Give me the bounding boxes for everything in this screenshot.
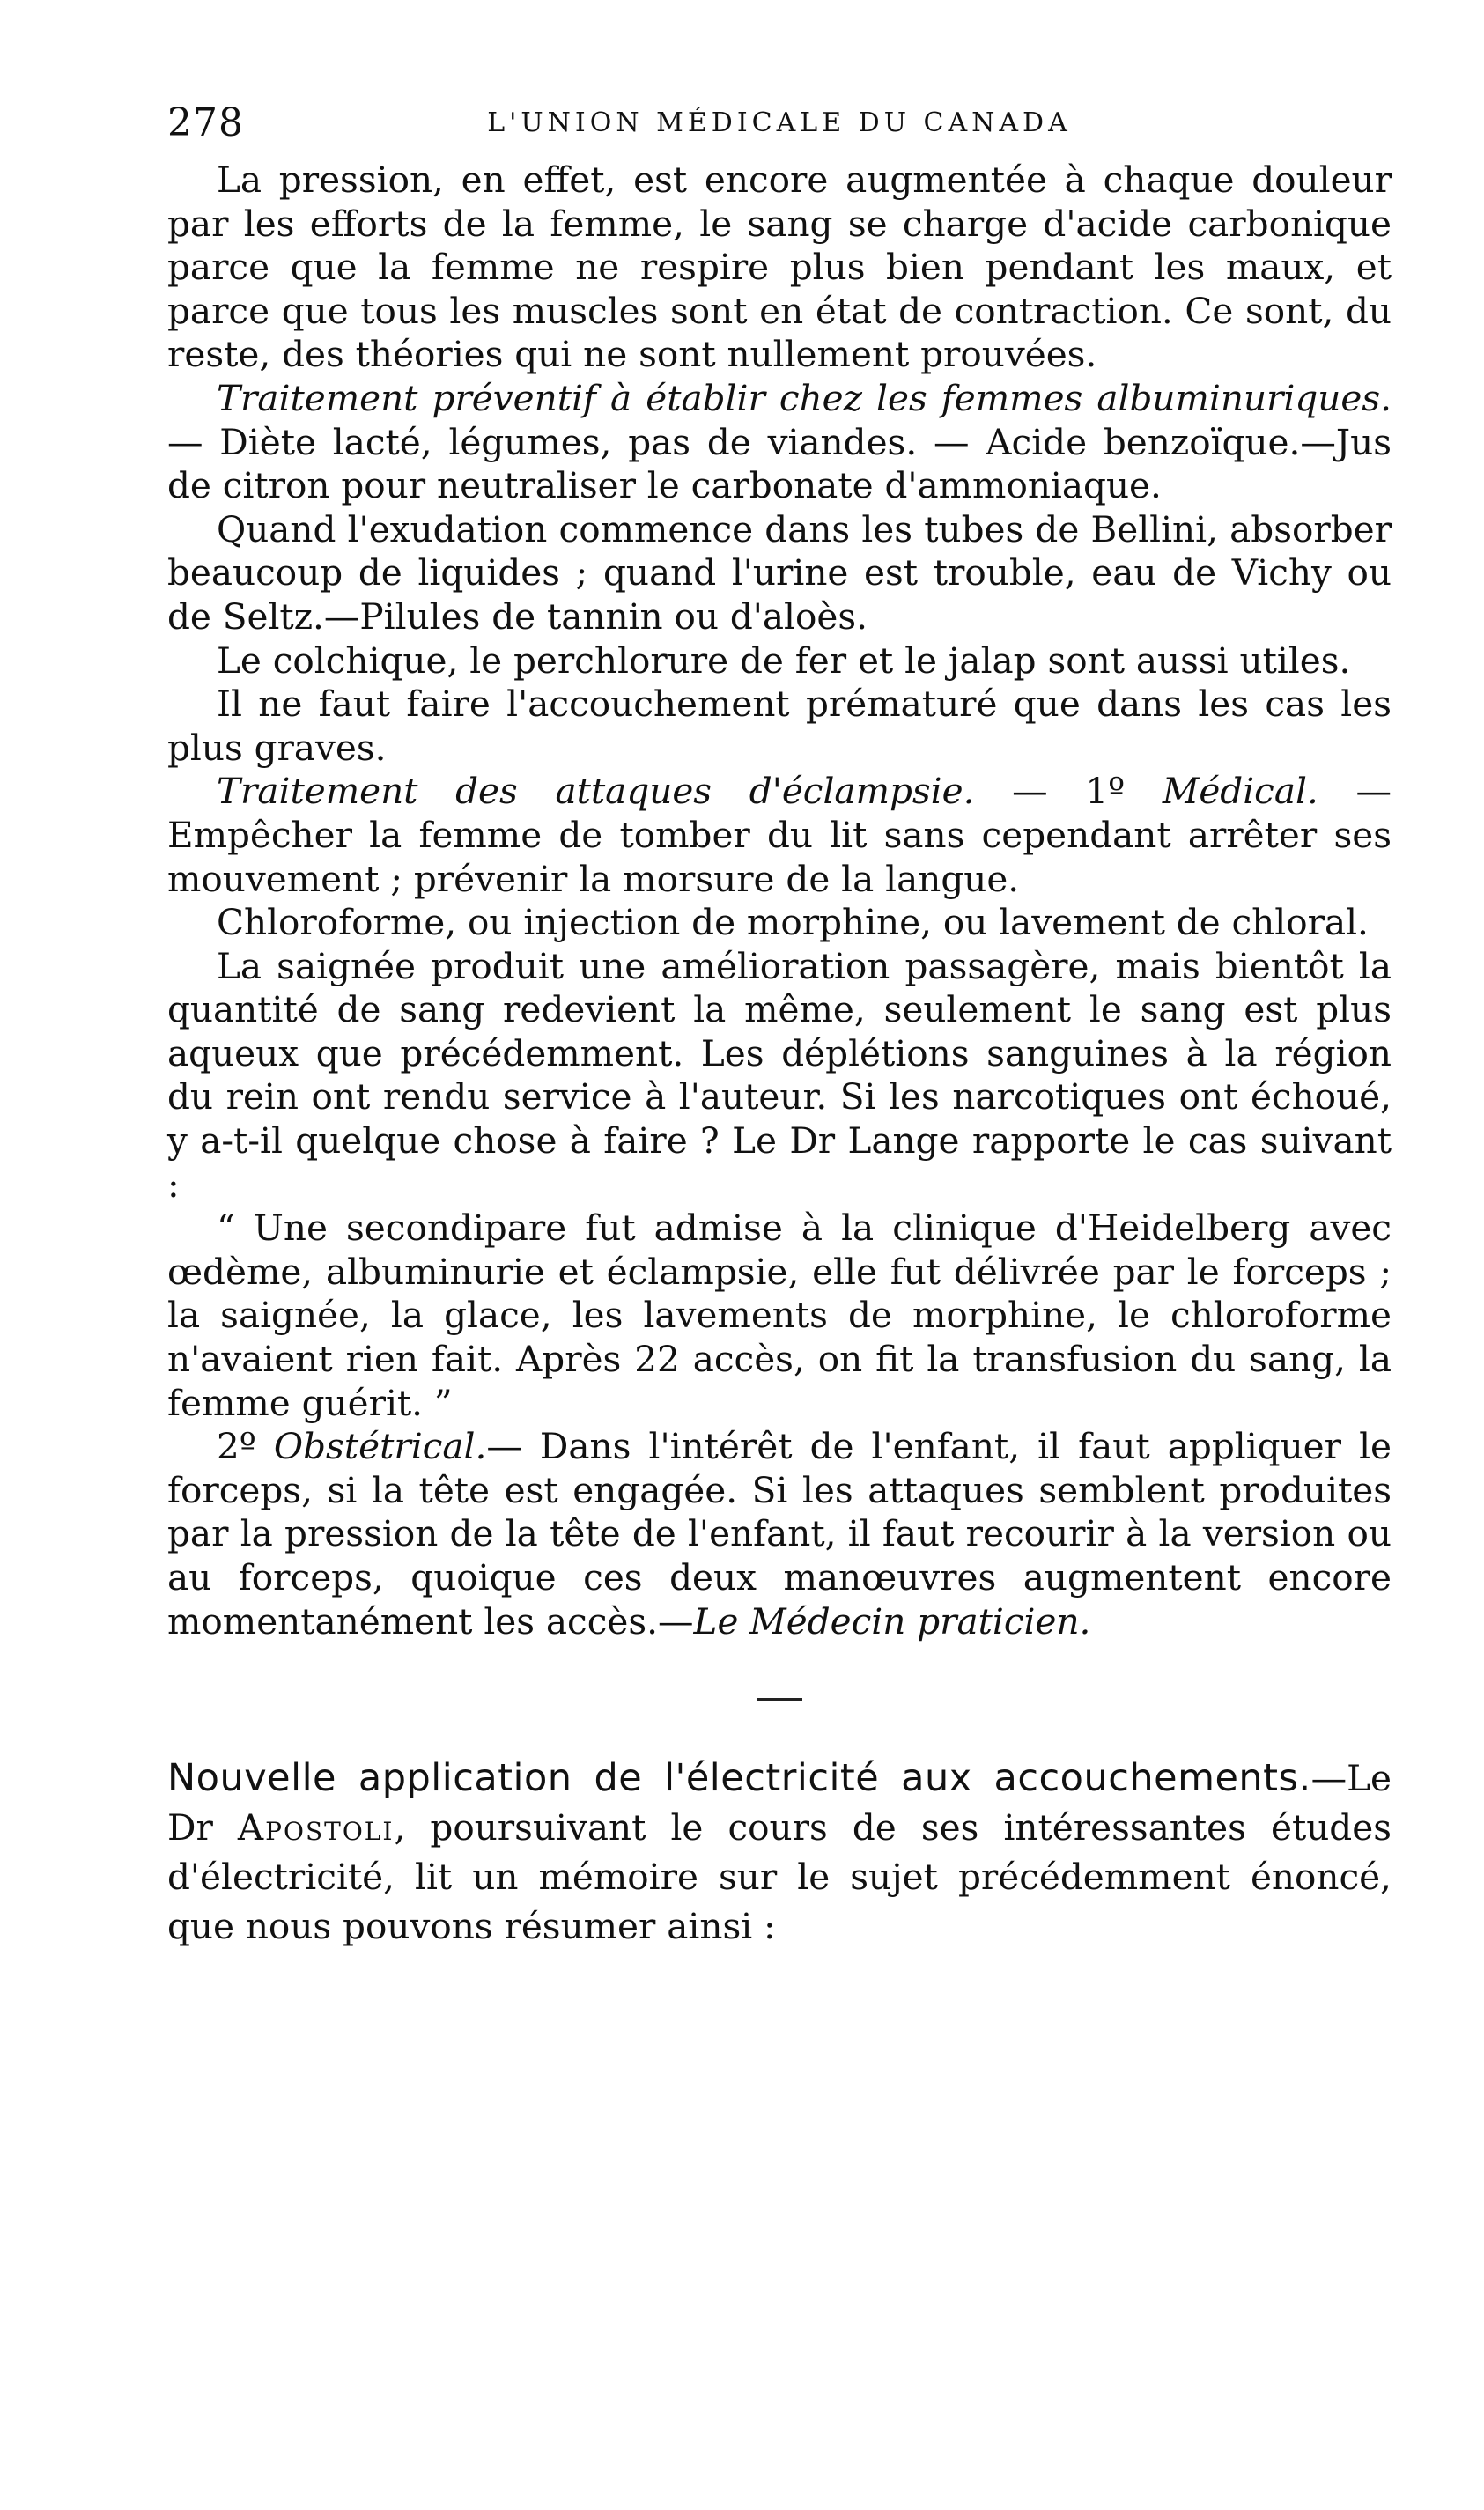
paragraph	[167, 159, 1392, 377]
page	[167, 88, 1392, 1951]
paragraph-text: Il ne faut faire l'accouchement prématuré que dans les cas les plus graves.	[167, 683, 1392, 769]
article-body: , poursuivant le cours de ses intéressantes études d'électricité, lit un mémoire sur le sujet précédemment énoncé, que nous pouvons résumer ainsi :	[167, 1806, 1392, 1948]
paragraph-text: 2º	[217, 1425, 274, 1468]
paragraph	[167, 1207, 1392, 1425]
article-lead	[167, 1753, 1392, 1951]
paragraph	[167, 945, 1392, 1207]
paragraph	[167, 901, 1392, 945]
paragraph-text: Le colchique, le perchlorure de fer et le jalap sont aussi utiles.	[217, 639, 1351, 682]
paragraph-text: “ Une secondipare fut admise à la clinique d'Heidelberg avec œdème, albuminurie et éclampsie, elle fut délivrée par le forceps ; la saignée, la glace, les lavements de morphine, le chloroforme n'avaient rien fait. Après 22 accès, on fit la transfusion du sang, la femme guérit. ”	[167, 1207, 1392, 1424]
paragraph	[167, 1425, 1392, 1643]
body-text	[167, 159, 1392, 1643]
article-lead-in: —Le Dr	[167, 1757, 1392, 1849]
italic-text: Traitement préventif à établir chez les femmes albuminuriques.	[217, 376, 1392, 419]
paragraph-text: — Dans l'intérêt de l'enfant, il faut appliquer le forceps, si la tête est engagée. Si les attaques semblent produites par la pression de la tête de l'enfant, il faut recourir à la version ou au forceps, quoique ces deux manœuvres augmentent encore momentanément les accès.—	[167, 1425, 1392, 1643]
paragraph	[167, 508, 1392, 639]
italic-text: Traitement des attaques d'éclampsie.	[217, 770, 975, 813]
paragraph-text: La saignée produit une amélioration passagère, mais bientôt la quantité de sang redevient la même, seulement le sang est plus aqueux que précédemment. Les déplétions sanguines à la région du rein ont rendu service à l'auteur. Si les narcotiques ont échoué, y a-t-il quelque chose à faire ? Le Dr Lange rapporte le cas suivant :	[167, 944, 1392, 1206]
paragraph	[167, 770, 1392, 901]
paragraph	[167, 639, 1392, 683]
paragraph	[167, 377, 1392, 508]
italic-text: Médical.	[1162, 770, 1318, 813]
paragraph-text: — Empêcher la femme de tomber du lit sans cependant arrêter ses mouvement ; prévenir la morsure de la langue.	[167, 770, 1392, 900]
section-divider	[757, 1698, 802, 1701]
paragraph-text: Chloroforme, ou injection de morphine, ou lavement de chloral.	[217, 901, 1369, 944]
paragraph-text: — 1º	[974, 770, 1163, 813]
paragraph	[167, 683, 1392, 770]
paragraph-text: — Diète lacté, légumes, pas de viandes. — Acide benzoïque.—Jus de citron pour neutraliser le carbonate d'ammoniaque.	[167, 420, 1392, 507]
journal-title: L'UNION MÉDICALE DU CANADA	[487, 107, 1072, 138]
article-author: Apostoli	[237, 1806, 395, 1849]
article-title: Nouvelle application de l'électricité aux accouchements.	[167, 1756, 1311, 1801]
paragraph-text: Quand l'exudation commence dans les tubes de Bellini, absorber beaucoup de liquides ; quand l'urine est trouble, eau de Vichy ou de Seltz.—Pilules de tannin ou d'aloès.	[167, 507, 1392, 638]
italic-text: Le Médecin praticien.	[693, 1599, 1091, 1643]
paragraph-text: La pression, en effet, est encore augmentée à chaque douleur par les efforts de la femme, le sang se charge d'acide carbonique parce que la femme ne respire plus bien pendant les maux, et parce que tous les muscles sont en état de contraction. Ce sont, du reste, des théories qui ne sont nullement prouvées.	[167, 159, 1392, 376]
italic-text: Obstétrical.	[273, 1425, 487, 1468]
page-number: 278	[167, 100, 244, 145]
running-head	[167, 88, 1392, 159]
